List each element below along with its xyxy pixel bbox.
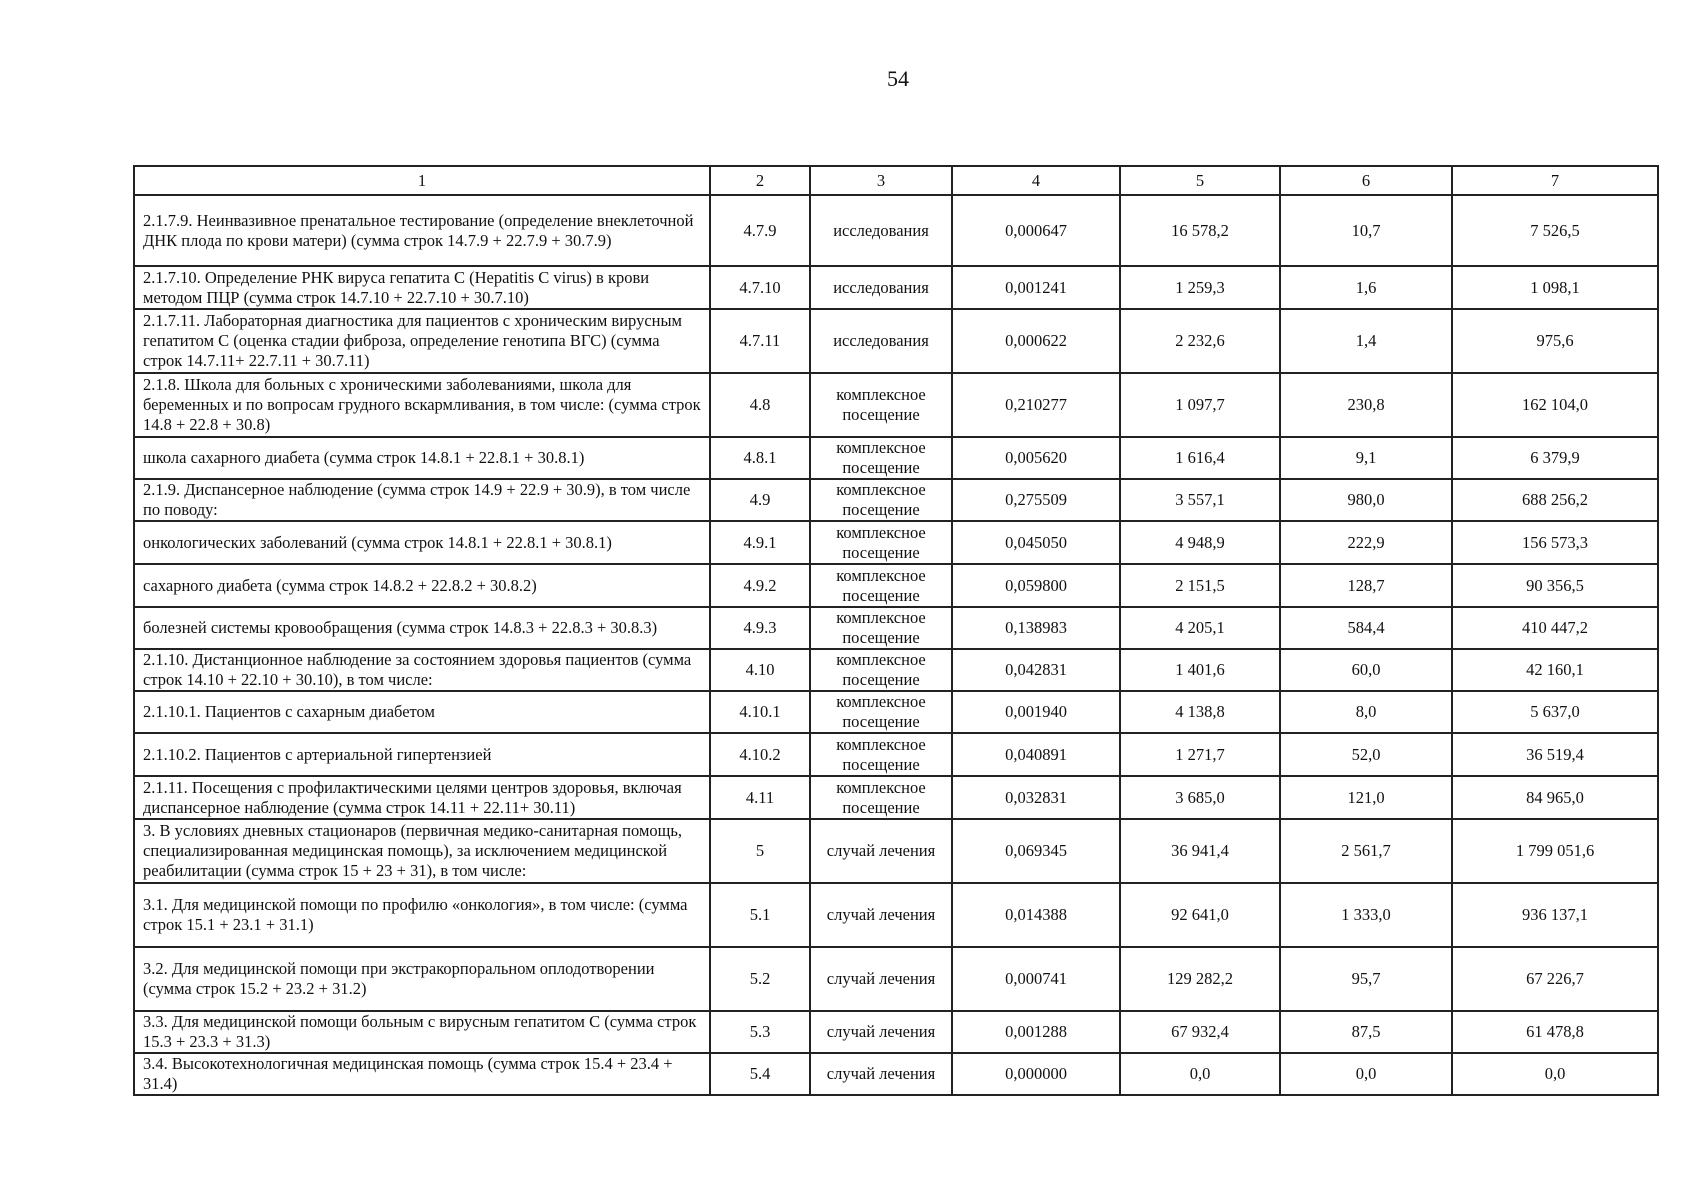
per-capita-cell: 60,0 xyxy=(1280,649,1452,691)
row-label: 2.1.7.10. Определение РНК вируса гепатита С (Hepatitis C virus) в крови методом ПЦР (сумма строк 14.7.10 + 22.7.10 + 30.7.10) xyxy=(134,266,710,309)
row-code: 4.10.2 xyxy=(710,733,810,776)
table-row xyxy=(134,373,1658,437)
cost-cell: 4 138,8 xyxy=(1120,691,1280,733)
per-capita-cell: 0,0 xyxy=(1280,1053,1452,1095)
total-cell: 410 447,2 xyxy=(1452,607,1658,649)
unit-cell: комплексное посещение xyxy=(810,479,952,521)
norm-cell: 0,210277 xyxy=(952,373,1120,437)
table-row xyxy=(134,649,1658,691)
cost-cell: 4 948,9 xyxy=(1120,521,1280,564)
total-cell: 61 478,8 xyxy=(1452,1011,1658,1053)
row-label: 2.1.10.1. Пациентов с сахарным диабетом xyxy=(134,691,710,733)
per-capita-cell: 980,0 xyxy=(1280,479,1452,521)
cost-cell: 129 282,2 xyxy=(1120,947,1280,1011)
row-code: 4.9.2 xyxy=(710,564,810,607)
norm-cell: 0,138983 xyxy=(952,607,1120,649)
row-code: 5.3 xyxy=(710,1011,810,1053)
norm-cell: 0,001940 xyxy=(952,691,1120,733)
total-cell: 688 256,2 xyxy=(1452,479,1658,521)
table-row xyxy=(134,776,1658,819)
row-code: 4.7.9 xyxy=(710,195,810,266)
norm-cell: 0,045050 xyxy=(952,521,1120,564)
unit-cell: комплексное посещение xyxy=(810,607,952,649)
data-table xyxy=(133,165,1659,1096)
row-code: 4.7.10 xyxy=(710,266,810,309)
unit-cell: исследования xyxy=(810,309,952,373)
unit-cell: комплексное посещение xyxy=(810,521,952,564)
row-label: сахарного диабета (сумма строк 14.8.2 + 22.8.2 + 30.8.2) xyxy=(134,564,710,607)
row-code: 4.10.1 xyxy=(710,691,810,733)
unit-cell: случай лечения xyxy=(810,1011,952,1053)
per-capita-cell: 8,0 xyxy=(1280,691,1452,733)
table-row xyxy=(134,564,1658,607)
row-label: 2.1.7.11. Лабораторная диагностика для пациентов с хроническим вирусным гепатитом С (оценка стадии фиброза, определение генотипа ВГС) (сумма строк 14.7.11+ 22.7.11 + 30.7.11) xyxy=(134,309,710,373)
row-label: 3.3. Для медицинской помощи больным с вирусным гепатитом С (сумма строк 15.3 + 23.3 + 31.3) xyxy=(134,1011,710,1053)
norm-cell: 0,000647 xyxy=(952,195,1120,266)
per-capita-cell: 230,8 xyxy=(1280,373,1452,437)
table-row xyxy=(134,1053,1658,1095)
row-label: 2.1.8. Школа для больных с хроническими заболеваниями, школа для беременных и по вопросам грудного вскармливания, в том числе: (сумма строк 14.8 + 22.8 + 30.8) xyxy=(134,373,710,437)
cost-cell: 67 932,4 xyxy=(1120,1011,1280,1053)
row-code: 4.10 xyxy=(710,649,810,691)
row-code: 5 xyxy=(710,819,810,883)
cost-cell: 3 557,1 xyxy=(1120,479,1280,521)
norm-cell: 0,014388 xyxy=(952,883,1120,947)
column-header: 4 xyxy=(952,166,1120,195)
per-capita-cell: 95,7 xyxy=(1280,947,1452,1011)
table-row xyxy=(134,266,1658,309)
table-row xyxy=(134,195,1658,266)
unit-cell: комплексное посещение xyxy=(810,437,952,479)
per-capita-cell: 87,5 xyxy=(1280,1011,1452,1053)
column-header: 3 xyxy=(810,166,952,195)
norm-cell: 0,032831 xyxy=(952,776,1120,819)
row-code: 4.8 xyxy=(710,373,810,437)
row-label: 2.1.9. Диспансерное наблюдение (сумма строк 14.9 + 22.9 + 30.9), в том числе по поводу: xyxy=(134,479,710,521)
table-row xyxy=(134,479,1658,521)
unit-cell: исследования xyxy=(810,266,952,309)
total-cell: 1 799 051,6 xyxy=(1452,819,1658,883)
cost-cell: 1 259,3 xyxy=(1120,266,1280,309)
total-cell: 67 226,7 xyxy=(1452,947,1658,1011)
total-cell: 156 573,3 xyxy=(1452,521,1658,564)
total-cell: 6 379,9 xyxy=(1452,437,1658,479)
table-row xyxy=(134,521,1658,564)
row-label: онкологических заболеваний (сумма строк 14.8.1 + 22.8.1 + 30.8.1) xyxy=(134,521,710,564)
norm-cell: 0,001241 xyxy=(952,266,1120,309)
norm-cell: 0,069345 xyxy=(952,819,1120,883)
row-code: 5.4 xyxy=(710,1053,810,1095)
unit-cell: случай лечения xyxy=(810,883,952,947)
table-row xyxy=(134,883,1658,947)
per-capita-cell: 9,1 xyxy=(1280,437,1452,479)
per-capita-cell: 52,0 xyxy=(1280,733,1452,776)
cost-cell: 1 097,7 xyxy=(1120,373,1280,437)
cost-cell: 2 232,6 xyxy=(1120,309,1280,373)
row-code: 4.7.11 xyxy=(710,309,810,373)
row-code: 4.8.1 xyxy=(710,437,810,479)
norm-cell: 0,040891 xyxy=(952,733,1120,776)
unit-cell: комплексное посещение xyxy=(810,564,952,607)
total-cell: 90 356,5 xyxy=(1452,564,1658,607)
total-cell: 0,0 xyxy=(1452,1053,1658,1095)
table-row xyxy=(134,947,1658,1011)
row-label: школа сахарного диабета (сумма строк 14.8.1 + 22.8.1 + 30.8.1) xyxy=(134,437,710,479)
row-label: 2.1.11. Посещения с профилактическими целями центров здоровья, включая диспансерное наблюдение (сумма строк 14.11 + 22.11+ 30.11) xyxy=(134,776,710,819)
unit-cell: комплексное посещение xyxy=(810,776,952,819)
row-code: 5.1 xyxy=(710,883,810,947)
per-capita-cell: 1,4 xyxy=(1280,309,1452,373)
norm-cell: 0,000000 xyxy=(952,1053,1120,1095)
total-cell: 936 137,1 xyxy=(1452,883,1658,947)
total-cell: 975,6 xyxy=(1452,309,1658,373)
norm-cell: 0,042831 xyxy=(952,649,1120,691)
row-code: 4.9.1 xyxy=(710,521,810,564)
total-cell: 84 965,0 xyxy=(1452,776,1658,819)
unit-cell: случай лечения xyxy=(810,947,952,1011)
cost-cell: 1 616,4 xyxy=(1120,437,1280,479)
unit-cell: случай лечения xyxy=(810,1053,952,1095)
row-label: 2.1.10.2. Пациентов с артериальной гипертензией xyxy=(134,733,710,776)
table-row xyxy=(134,607,1658,649)
per-capita-cell: 2 561,7 xyxy=(1280,819,1452,883)
norm-cell: 0,005620 xyxy=(952,437,1120,479)
row-label: 3.2. Для медицинской помощи при экстракорпоральном оплодотворении (сумма строк 15.2 + 23.2 + 31.2) xyxy=(134,947,710,1011)
table-row xyxy=(134,309,1658,373)
cost-cell: 1 271,7 xyxy=(1120,733,1280,776)
norm-cell: 0,001288 xyxy=(952,1011,1120,1053)
column-header: 1 xyxy=(134,166,710,195)
row-code: 4.9.3 xyxy=(710,607,810,649)
page-number: 54 xyxy=(887,66,909,91)
unit-cell: случай лечения xyxy=(810,819,952,883)
total-cell: 36 519,4 xyxy=(1452,733,1658,776)
row-label: 2.1.10. Дистанционное наблюдение за состоянием здоровья пациентов (сумма строк 14.10 + 22.10 + 30.10), в том числе: xyxy=(134,649,710,691)
cost-cell: 4 205,1 xyxy=(1120,607,1280,649)
row-label: 3.4. Высокотехнологичная медицинская помощь (сумма строк 15.4 + 23.4 + 31.4) xyxy=(134,1053,710,1095)
cost-cell: 1 401,6 xyxy=(1120,649,1280,691)
column-header: 7 xyxy=(1452,166,1658,195)
per-capita-cell: 222,9 xyxy=(1280,521,1452,564)
row-code: 4.11 xyxy=(710,776,810,819)
row-code: 4.9 xyxy=(710,479,810,521)
norm-cell: 0,059800 xyxy=(952,564,1120,607)
per-capita-cell: 121,0 xyxy=(1280,776,1452,819)
row-label: 3. В условиях дневных стационаров (первичная медико-санитарная помощь, специализированная медицинская помощь), за исключением медицинской реабилитации (сумма строк 15 + 23 + 31), в том числе: xyxy=(134,819,710,883)
total-cell: 5 637,0 xyxy=(1452,691,1658,733)
column-header: 2 xyxy=(710,166,810,195)
per-capita-cell: 10,7 xyxy=(1280,195,1452,266)
header-row xyxy=(134,166,1658,195)
row-code: 5.2 xyxy=(710,947,810,1011)
total-cell: 1 098,1 xyxy=(1452,266,1658,309)
unit-cell: комплексное посещение xyxy=(810,733,952,776)
column-header: 5 xyxy=(1120,166,1280,195)
per-capita-cell: 1,6 xyxy=(1280,266,1452,309)
cost-cell: 3 685,0 xyxy=(1120,776,1280,819)
cost-cell: 16 578,2 xyxy=(1120,195,1280,266)
unit-cell: исследования xyxy=(810,195,952,266)
total-cell: 7 526,5 xyxy=(1452,195,1658,266)
table-row xyxy=(134,733,1658,776)
per-capita-cell: 128,7 xyxy=(1280,564,1452,607)
norm-cell: 0,000622 xyxy=(952,309,1120,373)
total-cell: 42 160,1 xyxy=(1452,649,1658,691)
cost-cell: 92 641,0 xyxy=(1120,883,1280,947)
per-capita-cell: 584,4 xyxy=(1280,607,1452,649)
row-label: 2.1.7.9. Неинвазивное пренатальное тестирование (определение внеклеточной ДНК плода по крови матери) (сумма строк 14.7.9 + 22.7.9 + 30.7.9) xyxy=(134,195,710,266)
cost-cell: 36 941,4 xyxy=(1120,819,1280,883)
total-cell: 162 104,0 xyxy=(1452,373,1658,437)
cost-cell: 0,0 xyxy=(1120,1053,1280,1095)
table-row xyxy=(134,437,1658,479)
row-label: болезней системы кровообращения (сумма строк 14.8.3 + 22.8.3 + 30.8.3) xyxy=(134,607,710,649)
per-capita-cell: 1 333,0 xyxy=(1280,883,1452,947)
norm-cell: 0,275509 xyxy=(952,479,1120,521)
table-row xyxy=(134,691,1658,733)
row-label: 3.1. Для медицинской помощи по профилю «онкология», в том числе: (сумма строк 15.1 + 23.1 + 31.1) xyxy=(134,883,710,947)
unit-cell: комплексное посещение xyxy=(810,649,952,691)
unit-cell: комплексное посещение xyxy=(810,691,952,733)
column-header: 6 xyxy=(1280,166,1452,195)
norm-cell: 0,000741 xyxy=(952,947,1120,1011)
unit-cell: комплексное посещение xyxy=(810,373,952,437)
cost-cell: 2 151,5 xyxy=(1120,564,1280,607)
table-row xyxy=(134,1011,1658,1053)
table-row xyxy=(134,819,1658,883)
